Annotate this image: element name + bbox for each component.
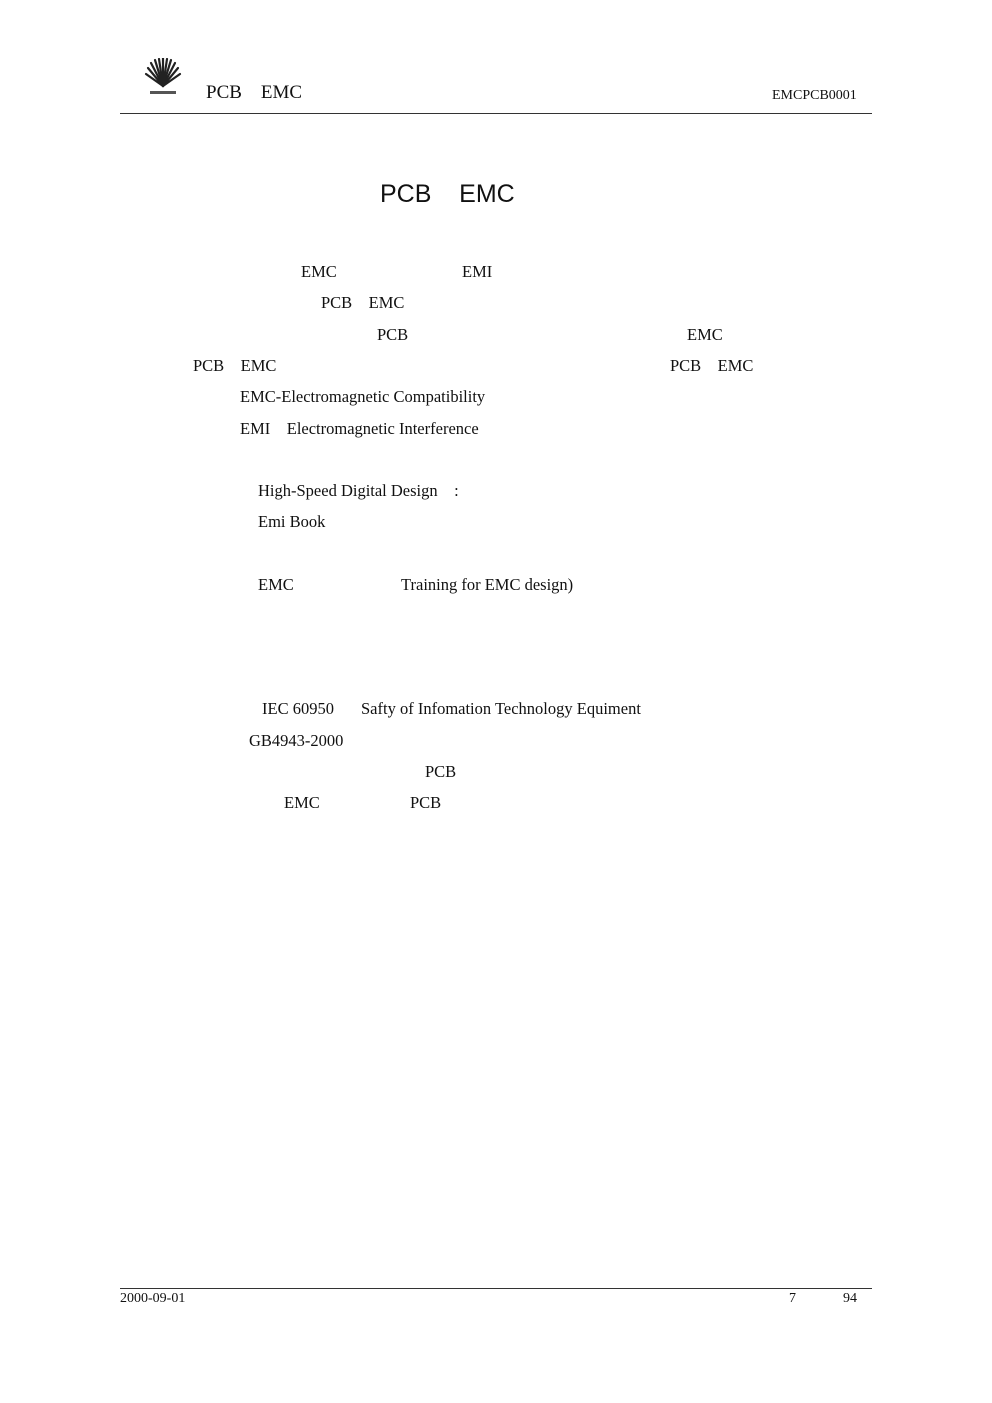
standard-pcb-2: PCB — [410, 793, 442, 812]
standard-iec: IEC 60950 — [262, 699, 334, 718]
intro-pcb-emc: PCB EMC — [321, 293, 405, 312]
standard-gb: GB4943-2000 — [249, 731, 344, 750]
definition-emi: EMI Electromagnetic Interference — [240, 419, 479, 438]
footer-date: 2000-09-01 — [120, 1291, 186, 1306]
reference-emi-book: Emi Book — [258, 512, 326, 531]
company-logo-icon — [143, 58, 183, 98]
header-title: PCB EMC — [206, 82, 303, 103]
header-doc-code: EMCPCB0001 — [772, 88, 857, 103]
standard-iec-title: Safty of Infomation Technology Equiment — [361, 699, 641, 718]
standard-pcb: PCB — [425, 762, 457, 781]
reference-high-speed: High-Speed Digital Design : — [258, 481, 459, 500]
intro-pcb: PCB — [377, 325, 409, 344]
footer-total-pages: 94 — [843, 1291, 857, 1306]
intro-pcb-emc-right: PCB EMC — [670, 356, 754, 375]
reference-training: Training for EMC design) — [401, 575, 574, 594]
footer-divider — [120, 1288, 872, 1289]
reference-emc: EMC — [258, 575, 294, 594]
intro-pcb-emc-left: PCB EMC — [193, 356, 277, 375]
footer-page-number: 7 — [789, 1291, 796, 1306]
intro-emc-right: EMC — [687, 325, 723, 344]
definition-emc: EMC-Electromagnetic Compatibility — [240, 387, 486, 406]
document-title: PCB EMC — [380, 180, 515, 208]
intro-emi: EMI — [462, 262, 493, 281]
header-divider — [120, 113, 872, 114]
standard-emc: EMC — [284, 793, 320, 812]
intro-emc: EMC — [301, 262, 337, 281]
